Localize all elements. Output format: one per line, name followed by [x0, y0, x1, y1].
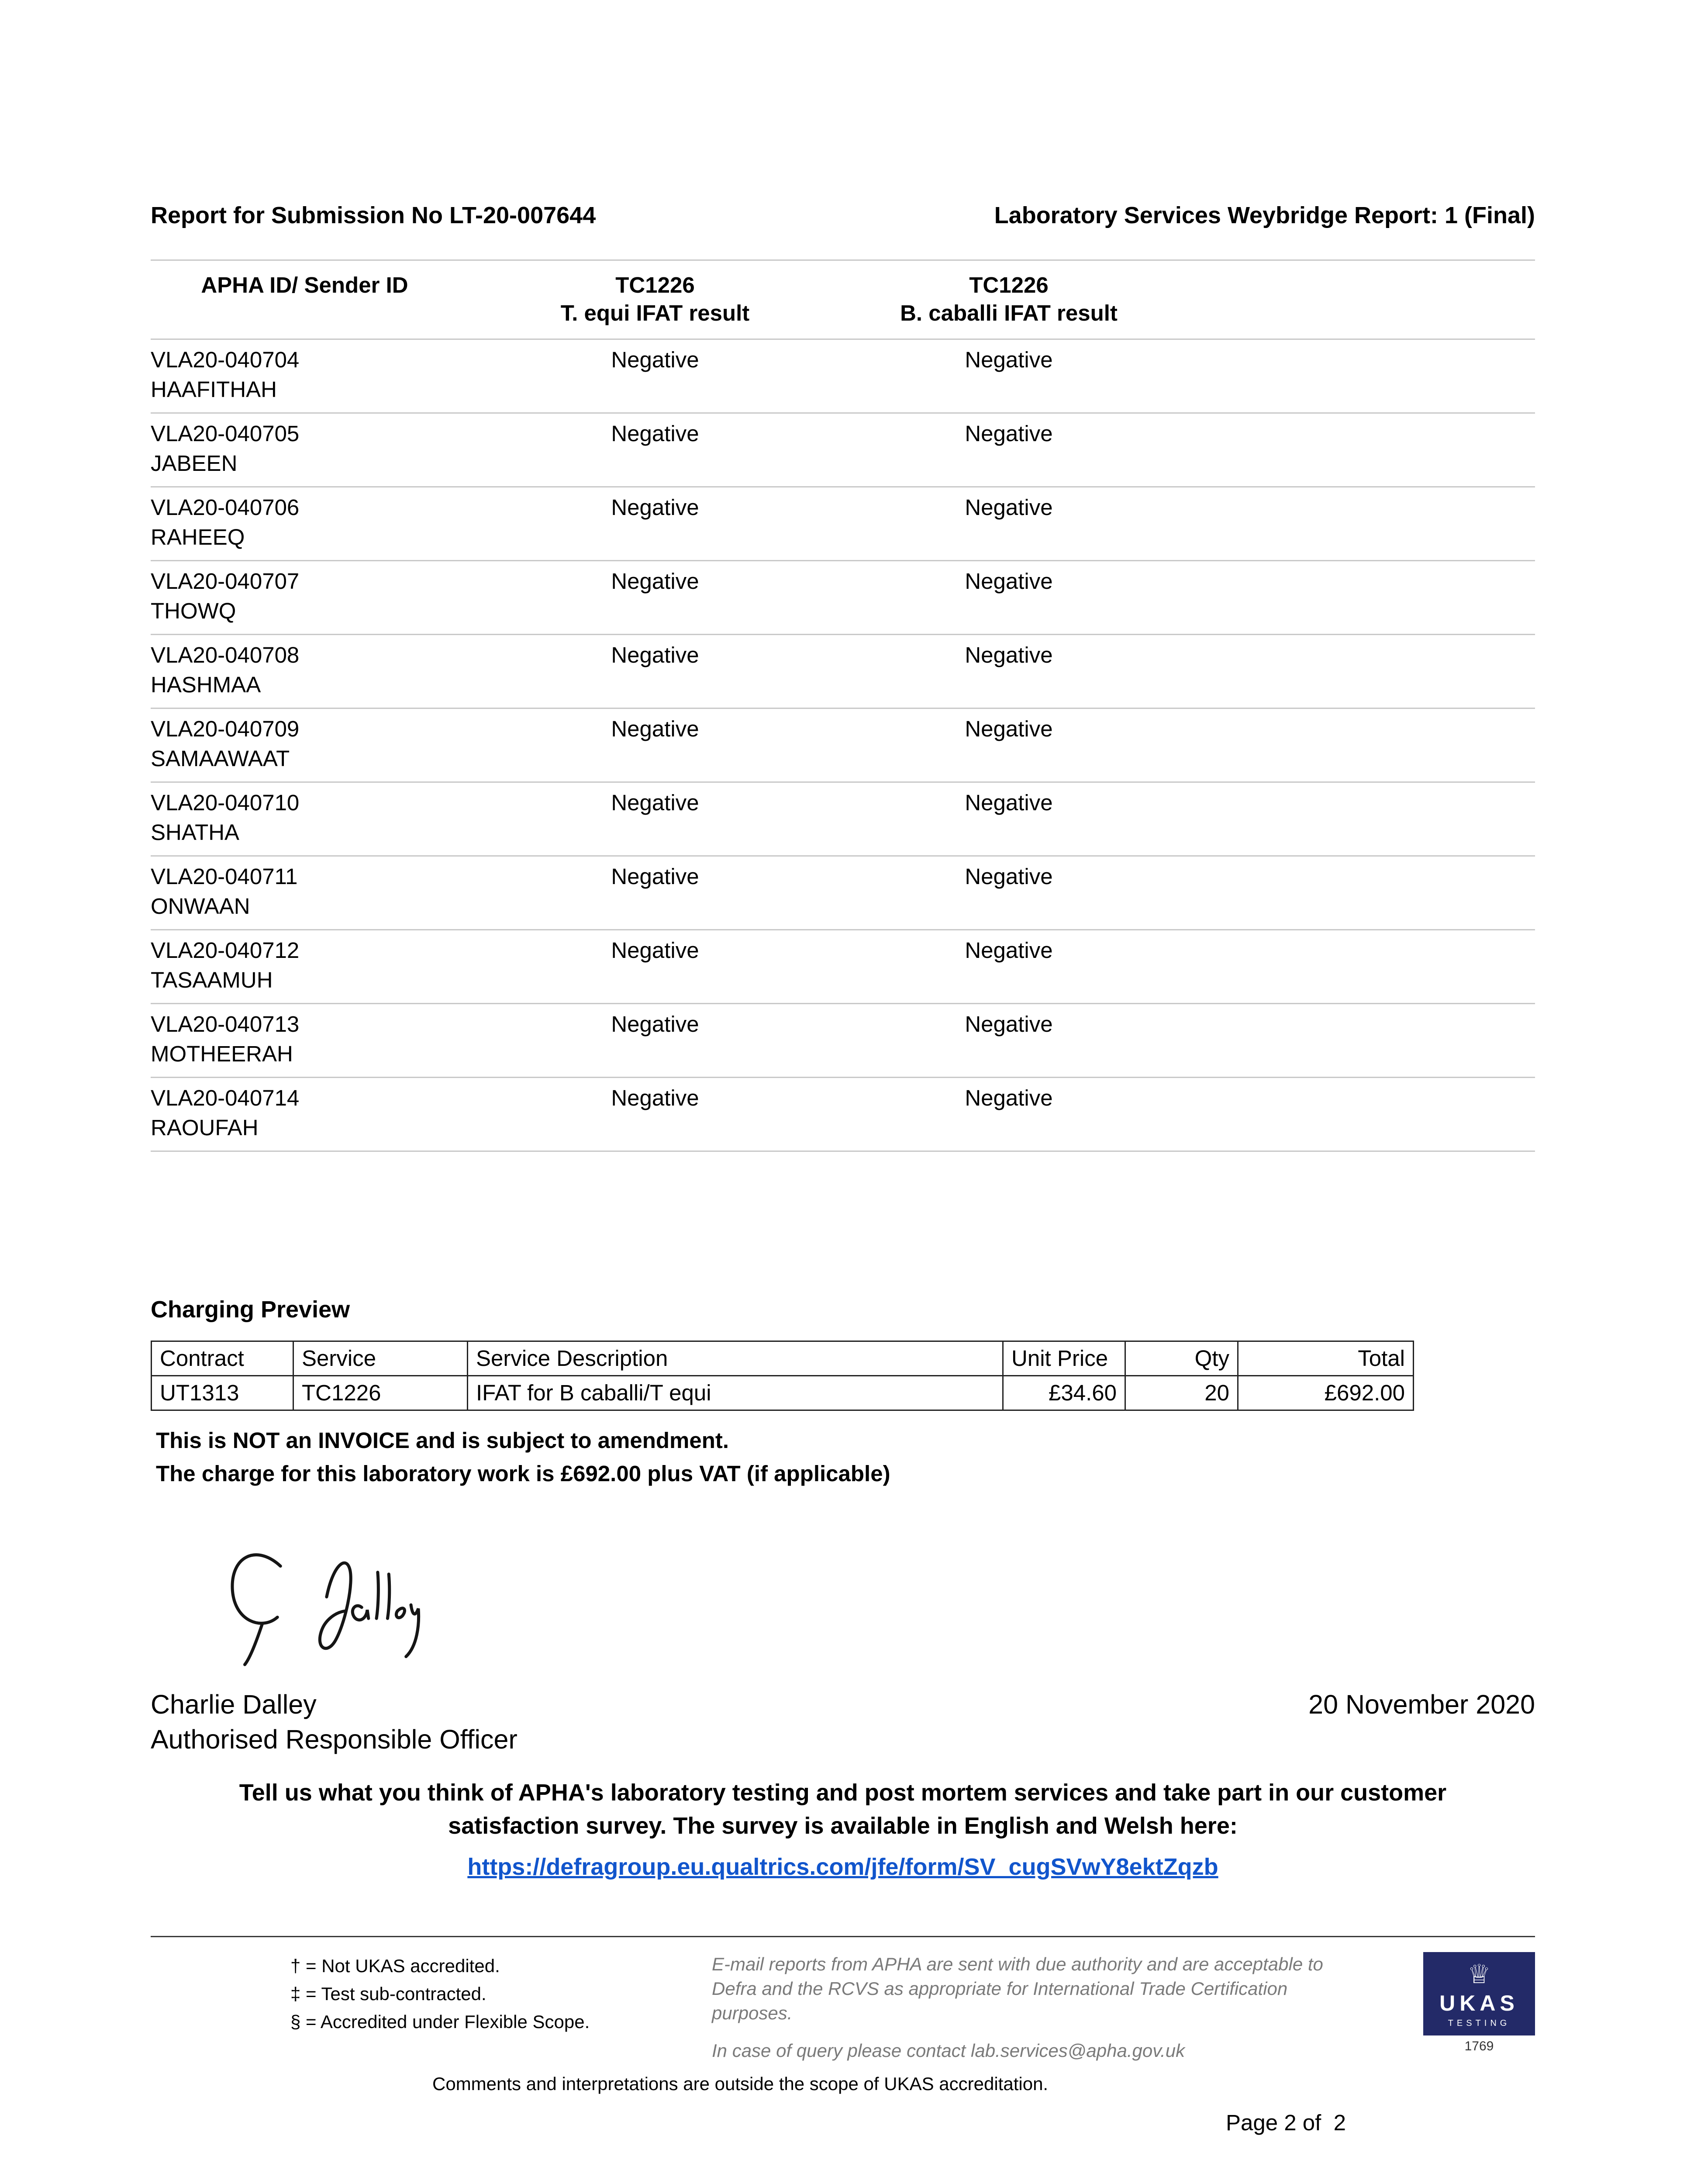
- b-caballi-result: Negative: [965, 421, 1053, 446]
- qty-value: 20: [1125, 1376, 1238, 1410]
- sample-id: VLA20-040711: [151, 864, 298, 889]
- footer-columns: [151, 1952, 1535, 2063]
- col-service-description: Service Description: [468, 1341, 1003, 1376]
- column-header-apha-id: APHA ID/ Sender ID: [201, 273, 408, 297]
- sample-name: RAOUFAH: [151, 1115, 259, 1140]
- b-caballi-result: Negative: [965, 569, 1053, 594]
- b-caballi-result: Negative: [965, 790, 1053, 815]
- footnote-flexible-scope: § = Accredited under Flexible Scope.: [290, 2011, 590, 2032]
- results-header-row: [151, 261, 1535, 340]
- results-table: [151, 259, 1535, 1152]
- sample-id: VLA20-040708: [151, 643, 300, 667]
- t-equi-result: Negative: [611, 938, 699, 963]
- b-caballi-result: Negative: [965, 1012, 1053, 1037]
- table-row: [151, 635, 1535, 709]
- b-caballi-result: Negative: [965, 643, 1053, 667]
- total-value: £692.00: [1238, 1376, 1414, 1410]
- b-caballi-result: Negative: [965, 716, 1053, 741]
- sample-cell: [151, 493, 459, 552]
- email-disclaimer-text: E-mail reports from APHA are sent with due authority and are acceptable to Defra and the RCVS as appropriate for International Trade Certification purposes.: [712, 1954, 1323, 2023]
- report-title: Laboratory Services Weybridge Report: 1 (Final): [994, 202, 1535, 228]
- t-equi-result: Negative: [611, 421, 699, 446]
- b-caballi-result: Negative: [965, 495, 1053, 520]
- t-equi-result: Negative: [611, 716, 699, 741]
- b-caballi-result: Negative: [965, 1085, 1053, 1110]
- page-header: [151, 202, 1535, 229]
- col-service: Service: [293, 1341, 468, 1376]
- sample-name: HAAFITHAH: [151, 377, 277, 402]
- t-equi-result: Negative: [611, 864, 699, 889]
- sample-id: VLA20-040710: [151, 790, 300, 815]
- ukas-number: 1769: [1464, 2039, 1494, 2053]
- sample-id: VLA20-040704: [151, 347, 300, 372]
- sample-cell: [151, 419, 459, 478]
- table-row: [151, 414, 1535, 487]
- t-equi-result: Negative: [611, 1085, 699, 1110]
- sample-name: SAMAAWAAT: [151, 746, 290, 771]
- b-caballi-result: Negative: [965, 347, 1053, 372]
- sample-id: VLA20-040712: [151, 938, 300, 963]
- sample-cell: [151, 862, 459, 921]
- sample-id: VLA20-040706: [151, 495, 300, 520]
- table-row: [151, 487, 1535, 561]
- comments-note: Comments and interpretations are outside the scope of UKAS accreditation.: [432, 2073, 1049, 2094]
- footnote-not-ukas: † = Not UKAS accredited.: [290, 1956, 500, 1976]
- signature-image: [207, 1538, 1535, 1674]
- page-footer: [151, 1936, 1535, 2094]
- sample-id: VLA20-040709: [151, 716, 300, 741]
- t-equi-result: Negative: [611, 790, 699, 815]
- sample-name: ONWAAN: [151, 894, 250, 919]
- sample-name: SHATHA: [151, 820, 240, 845]
- charging-data-row: [152, 1376, 1414, 1410]
- charging-table: [151, 1341, 1414, 1411]
- t-equi-result: Negative: [611, 643, 699, 667]
- ukas-testing-label: TESTING: [1448, 2018, 1511, 2028]
- results-rows: [151, 340, 1535, 1152]
- accreditation-footnotes: [290, 1952, 675, 2036]
- table-row: [151, 340, 1535, 414]
- survey-link[interactable]: https://defragroup.eu.qualtrics.com/jfe/form/SV_cugSVwY8ektZqzb: [467, 1854, 1218, 1880]
- col-unit-price: Unit Price: [1003, 1341, 1125, 1376]
- invoice-note-2: The charge for this laboratory work is £692.00 plus VAT (if applicable): [156, 1461, 890, 1486]
- col-contract: Contract: [152, 1341, 293, 1376]
- service-value: TC1226: [293, 1376, 468, 1410]
- charging-header-row: [152, 1341, 1414, 1376]
- column-header-t-equi: TC1226 T. equi IFAT result: [560, 273, 750, 325]
- sample-name: JABEEN: [151, 451, 238, 476]
- table-row: [151, 1004, 1535, 1078]
- sample-cell: [151, 1009, 459, 1069]
- crown-icon: ♕: [1467, 1959, 1491, 1989]
- t-equi-result: Negative: [611, 1012, 699, 1037]
- sample-cell: [151, 640, 459, 700]
- sample-name: THOWQ: [151, 598, 236, 623]
- invoice-notes: [151, 1424, 1535, 1490]
- invoice-note-1: This is NOT an INVOICE and is subject to amendment.: [156, 1428, 729, 1453]
- signer-name: Charlie Dalley: [151, 1690, 317, 1719]
- report-date: 20 November 2020: [1308, 1690, 1535, 1719]
- contract-value: UT1313: [152, 1376, 293, 1410]
- sample-cell: [151, 788, 459, 847]
- table-row: [151, 930, 1535, 1004]
- t-equi-result: Negative: [611, 347, 699, 372]
- col-qty: Qty: [1125, 1341, 1238, 1376]
- survey-text: Tell us what you think of APHA's laboratory testing and post mortem services and take part in our customer satisfaction survey. The survey is available in English and Welsh here:: [239, 1780, 1447, 1839]
- service-description-value: IFAT for B caballi/T equi: [468, 1376, 1003, 1410]
- signer-role: Authorised Responsible Officer: [151, 1724, 517, 1754]
- sample-name: RAHEEQ: [151, 525, 245, 549]
- table-row: [151, 561, 1535, 635]
- sample-id: VLA20-040705: [151, 421, 300, 446]
- sample-id: VLA20-040714: [151, 1085, 300, 1110]
- column-header-b-caballi: TC1226 B. caballi IFAT result: [900, 273, 1118, 325]
- t-equi-result: Negative: [611, 569, 699, 594]
- ukas-name: UKAS: [1439, 1991, 1519, 2015]
- b-caballi-result: Negative: [965, 864, 1053, 889]
- email-disclaimer: [712, 1952, 1323, 2063]
- sample-cell: [151, 714, 459, 774]
- sample-cell: [151, 345, 459, 404]
- charging-preview-heading: Charging Preview: [151, 1296, 350, 1323]
- table-row: [151, 783, 1535, 857]
- ukas-logo-box: [1423, 1952, 1535, 2035]
- page-number: Page 2 of 2: [1226, 2110, 1346, 2135]
- b-caballi-result: Negative: [965, 938, 1053, 963]
- table-row: [151, 709, 1535, 783]
- submission-title: Report for Submission No LT-20-007644: [151, 202, 596, 228]
- unit-price-value: £34.60: [1003, 1376, 1125, 1410]
- sample-cell: [151, 567, 459, 626]
- signature-block: [151, 1687, 1535, 1722]
- query-contact: In case of query please contact lab.services@apha.gov.uk: [712, 2040, 1185, 2061]
- footnote-subcontracted: ‡ = Test sub-contracted.: [290, 1984, 486, 2004]
- sample-id: VLA20-040713: [151, 1012, 300, 1037]
- col-total: Total: [1238, 1341, 1414, 1376]
- sample-name: MOTHEERAH: [151, 1041, 293, 1066]
- table-row: [151, 857, 1535, 930]
- sample-cell: [151, 936, 459, 995]
- t-equi-result: Negative: [611, 495, 699, 520]
- sample-name: HASHMAA: [151, 672, 261, 697]
- ukas-logo: [1423, 1952, 1535, 2054]
- sample-id: VLA20-040707: [151, 569, 300, 594]
- sample-name: TASAAMUH: [151, 968, 273, 992]
- survey-block: [151, 1776, 1535, 1883]
- table-row: [151, 1078, 1535, 1152]
- sample-cell: [151, 1083, 459, 1143]
